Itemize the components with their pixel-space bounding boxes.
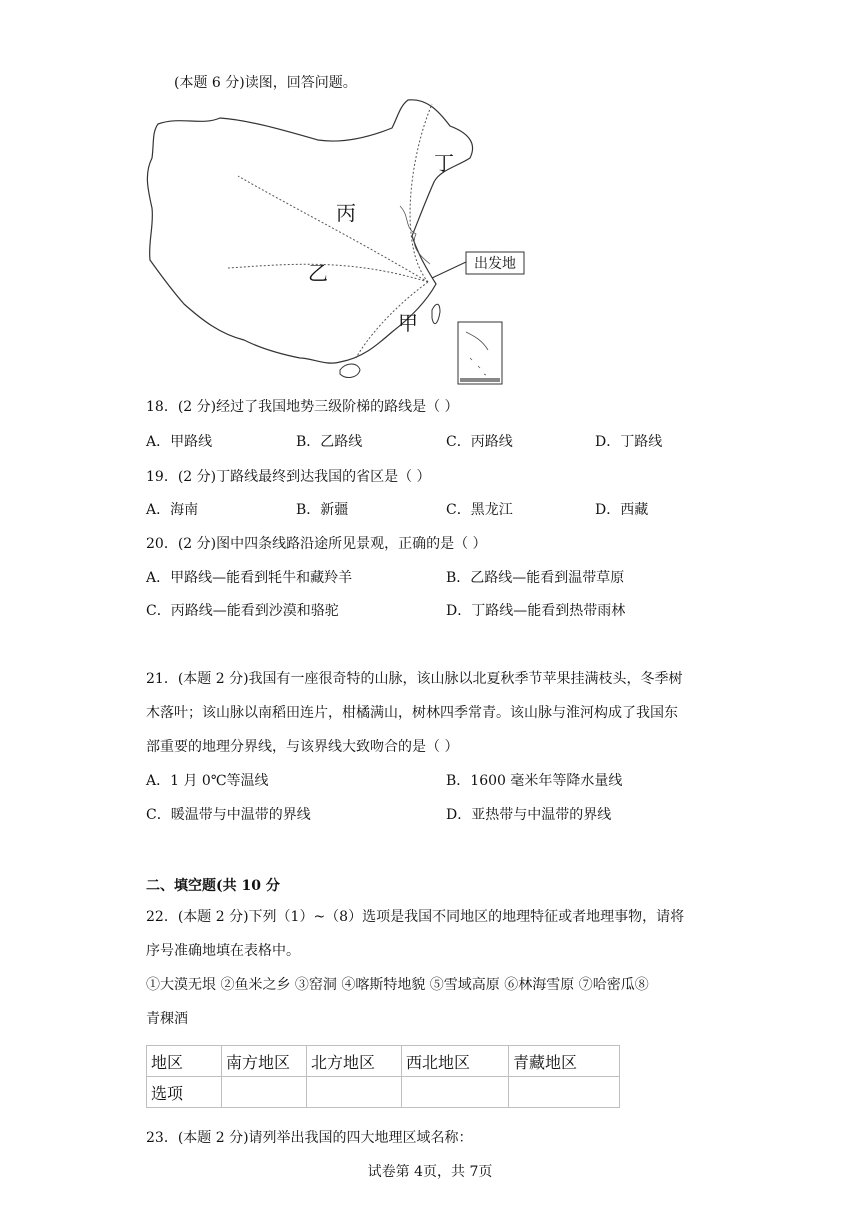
q18-stem: 18．(2 分)经过了我国地势三级阶梯的路线是（ ）: [146, 399, 459, 415]
taiwan-island: [432, 304, 440, 323]
table-row: [147, 1077, 620, 1108]
q21-line-2: 木落叶；该山脉以南稻田连片，柑橘满山，树林四季常青。该山脉与淮河构成了我国东: [146, 705, 678, 721]
q22-line-3: ①大漠无垠 ②鱼米之乡 ③窑洞 ④喀斯特地貌 ⑤雪域高原 ⑥林海雪原 ⑦哈密瓜⑧: [146, 977, 649, 993]
q19-option-c: C．黑龙江: [446, 502, 513, 518]
q18-option-a: A．甲路线: [146, 434, 213, 450]
q21-option-c: C．暖温带与中温带的界线: [146, 807, 311, 823]
hainan-island: [340, 364, 360, 377]
route-yi: [228, 264, 428, 282]
q21-line-3: 部重要的地理分界线，与该界线大致吻合的是（ ）: [146, 739, 459, 755]
q21-line-1: 21．(本题 2 分)我国有一座很奇特的山脉，该山脉以北夏秋季节苹果挂满枝头，冬季树: [146, 671, 683, 687]
table-cell: 北方地区: [307, 1046, 402, 1077]
q21-option-a: A．1 月 0℃等温线: [146, 773, 269, 789]
q19-option-a: A．海南: [146, 502, 199, 518]
question-intro: (本题 6 分)读图，回答问题。: [174, 75, 357, 91]
table-cell: 青藏地区: [509, 1046, 620, 1077]
q20-option-c: C．丙路线—能看到沙漠和骆驼: [146, 603, 339, 619]
route-bing: [238, 176, 428, 282]
south-china-sea-inset: [458, 322, 502, 384]
table-cell: 选项: [147, 1077, 222, 1108]
answer-cell-south[interactable]: [222, 1077, 307, 1108]
q22-line-2: 序号准确地填在表格中。: [146, 943, 300, 959]
page-footer: 试卷第 4页，共 7页: [367, 1164, 493, 1180]
q22-line-4: 青稞酒: [146, 1011, 188, 1027]
q21-option-b: B．1600 毫米年等降水量线: [446, 773, 623, 789]
q23-stem: 23．(本题 2 分)请列举出我国的四大地理区域名称：: [146, 1130, 473, 1146]
china-route-map: [140, 96, 525, 388]
q19-stem: 19．(2 分)丁路线最终到达我国的省区是（ ）: [146, 469, 431, 485]
q18-option-c: C．丙路线: [446, 434, 513, 450]
section-title: 二、填空题(共 10 分: [146, 878, 280, 894]
q20-option-b: B．乙路线—能看到温带草原: [446, 570, 625, 586]
q18-option-b: B．乙路线: [296, 434, 363, 450]
answer-cell-north[interactable]: [307, 1077, 402, 1108]
label-bing: 丙: [336, 201, 356, 225]
table-cell: 地区: [147, 1046, 222, 1077]
answer-table: [146, 1045, 620, 1108]
answer-cell-qingzang[interactable]: [509, 1077, 620, 1108]
label-yi: 乙: [308, 261, 328, 285]
answer-cell-northwest[interactable]: [402, 1077, 509, 1108]
q19-option-d: D．西藏: [595, 502, 649, 518]
table-cell: 南方地区: [222, 1046, 307, 1077]
label-jia: 甲: [398, 311, 418, 335]
q20-stem: 20．(2 分)图中四条线路沿途所见景观，正确的是（ ）: [146, 536, 487, 552]
q20-option-a: A．甲路线—能看到牦牛和藏羚羊: [146, 570, 353, 586]
label-ding: 丁: [434, 151, 454, 175]
q19-option-b: B．新疆: [296, 502, 349, 518]
q20-option-d: D．丁路线—能看到热带雨林: [446, 603, 626, 619]
table-row: [147, 1046, 620, 1077]
q21-option-d: D．亚热带与中温带的界线: [446, 807, 612, 823]
q18-option-d: D．丁路线: [595, 434, 663, 450]
table-cell: 西北地区: [402, 1046, 509, 1077]
q22-line-1: 22．(本题 2 分)下列（1）~（8）选项是我国不同地区的地理特征或者地理事物，请将: [146, 909, 685, 925]
china-outline: [147, 100, 472, 363]
callout-origin: 出发地: [474, 256, 516, 272]
